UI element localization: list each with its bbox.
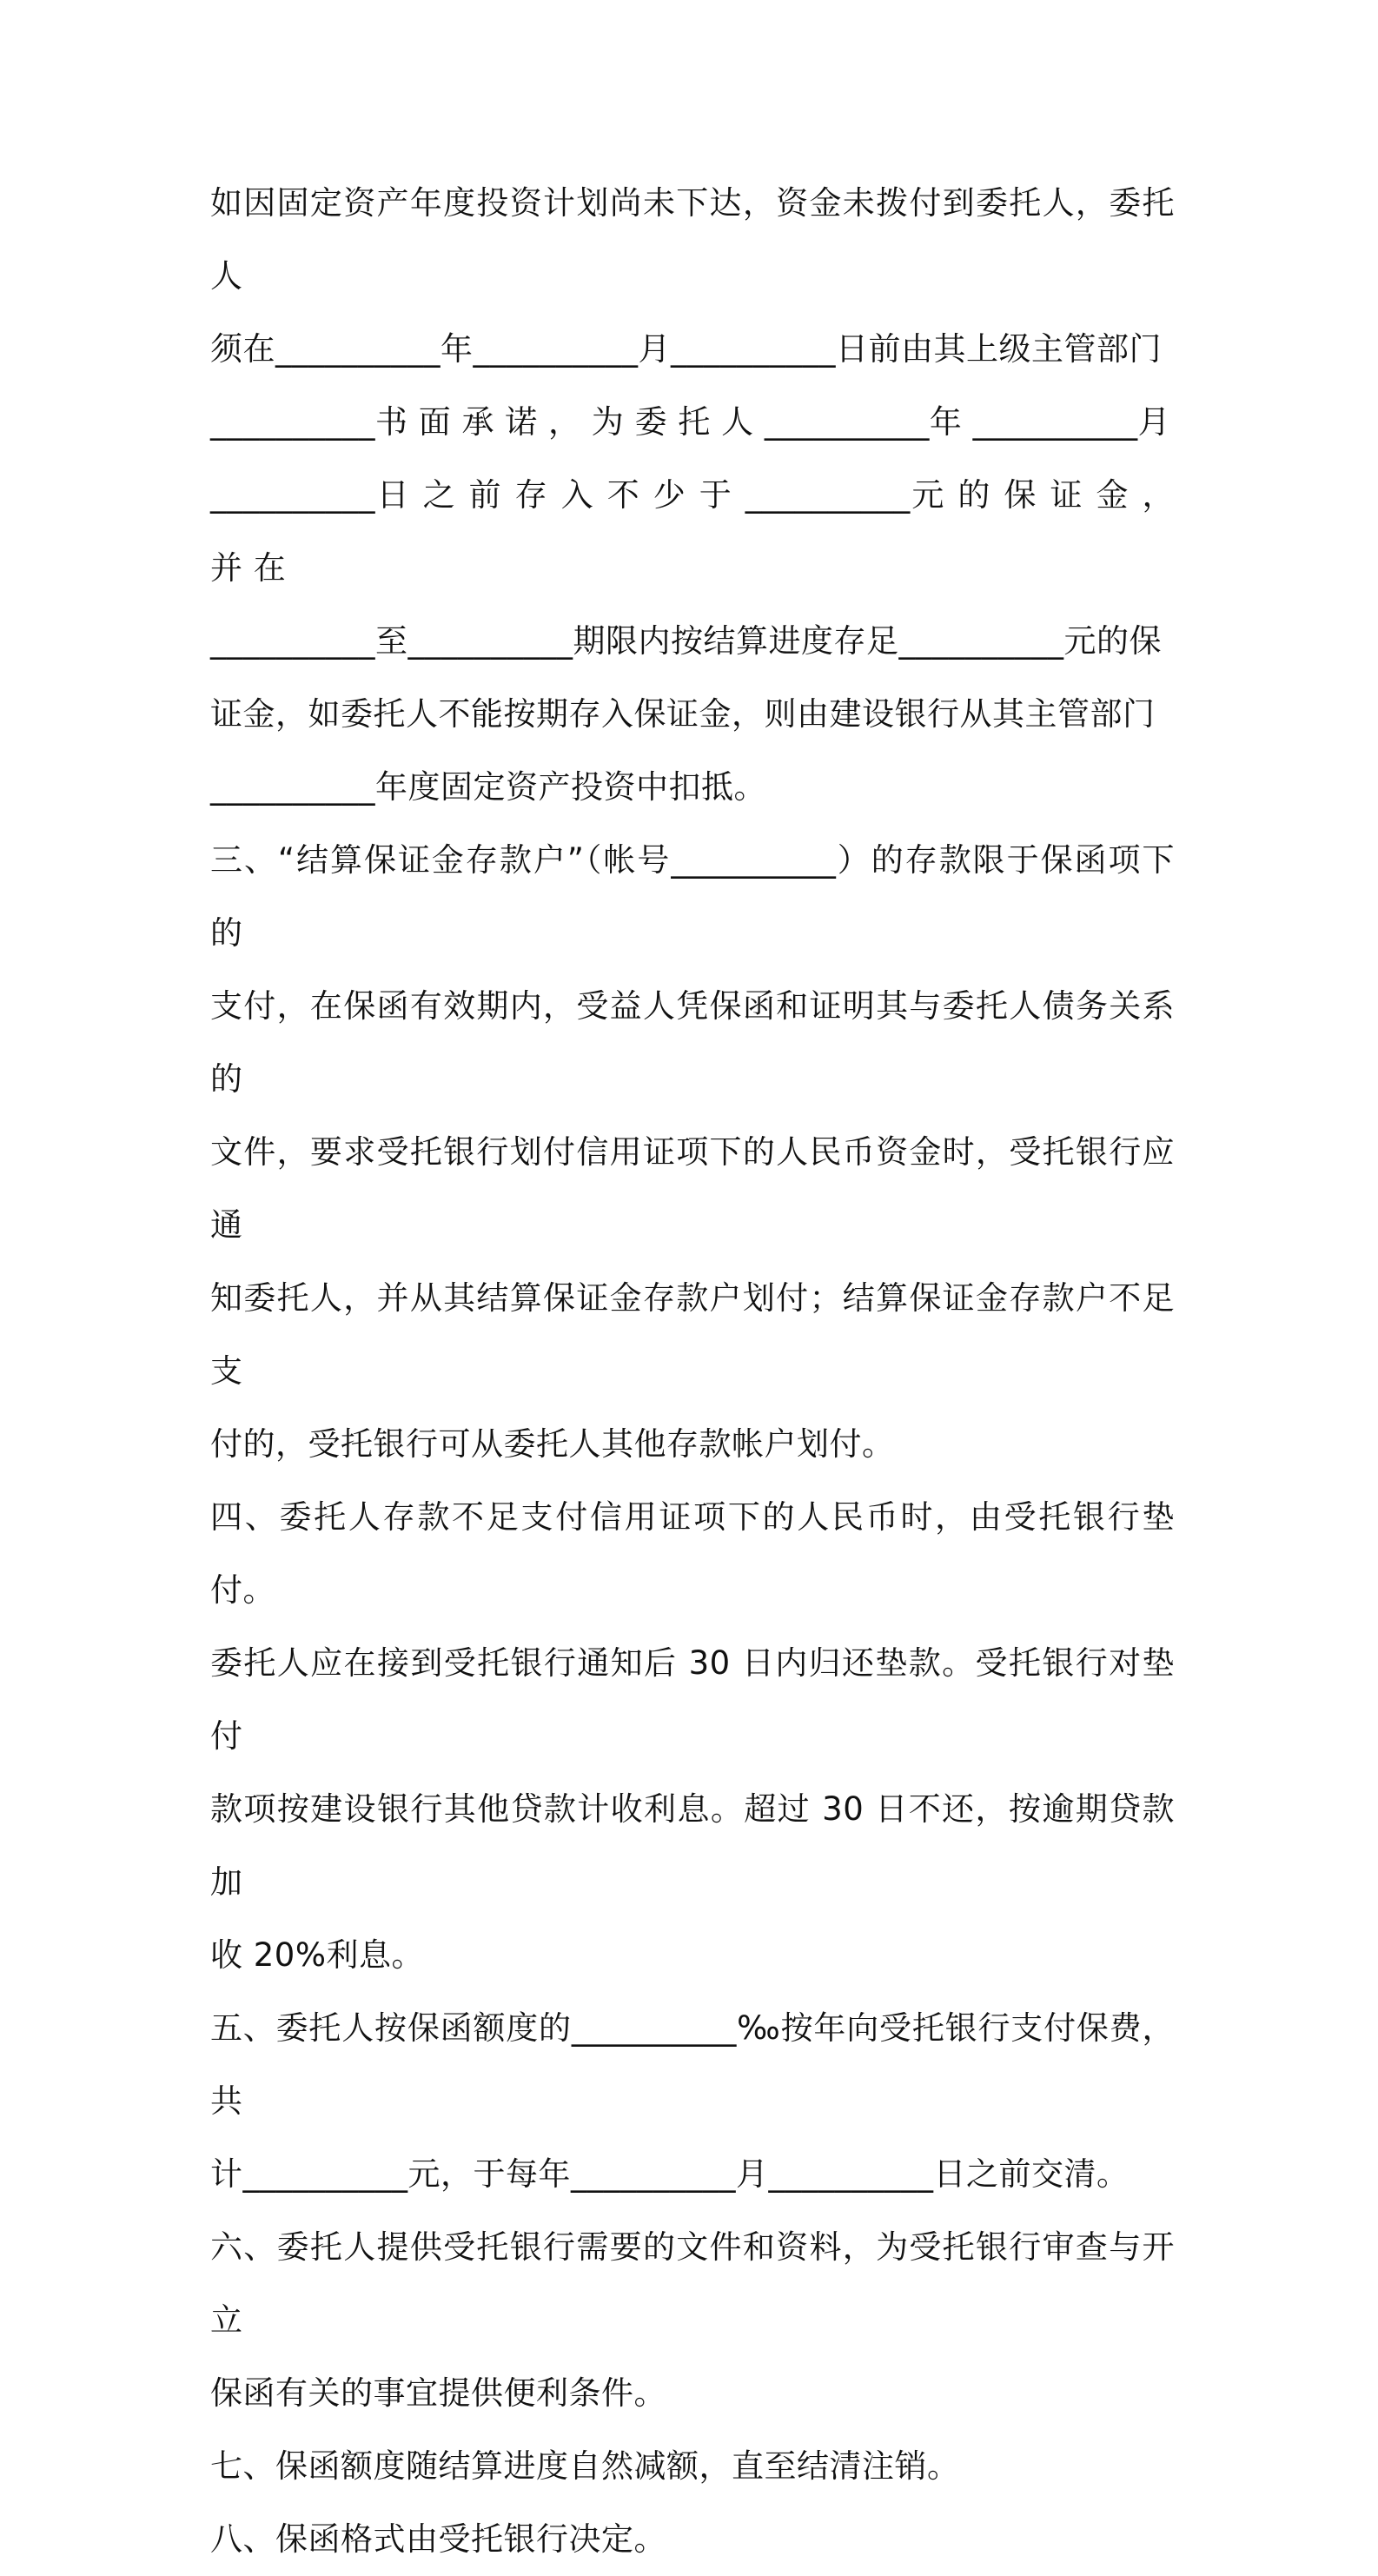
text-line: 委托人应在接到受托银行通知后 30 日内归还垫款。受托银行对垫付 <box>210 1644 1175 1755</box>
text-line: 如因固定资产年度投资计划尚未下达，资金未拨付到委托人，委托人 <box>210 184 1175 295</box>
paragraph-continuation <box>210 167 1175 824</box>
text-line: __________书 面 承 诺 ， 为 委 托 人 __________年 __________月 <box>210 403 1171 441</box>
clause-7 <box>210 2430 1175 2503</box>
text-line: 付的，受托银行可从委托人其他存款帐户划付。 <box>210 1425 895 1463</box>
text-line: 文件，要求受托银行划付信用证项下的人民币资金时，受托银行应通 <box>210 1133 1175 1244</box>
text-line: 保函有关的事宜提供便利条件。 <box>210 2374 666 2412</box>
clause-6 <box>210 2211 1175 2430</box>
text-line: 计__________元，于每年__________月__________日之前交清。 <box>210 2155 1130 2193</box>
clause-5 <box>210 1992 1175 2211</box>
clause-8 <box>210 2503 1175 2576</box>
document-body <box>210 167 1175 2576</box>
clause-4 <box>210 1481 1175 1992</box>
text-line: __________至__________期限内按结算进度存足__________元的保 <box>210 622 1162 660</box>
text-line: 七、保函额度随结算进度自然减额，直至结清注销。 <box>210 2447 960 2485</box>
text-line: __________日 之 前 存 入 不 少 于 __________元 的 保 证 金 ， 并 在 <box>210 476 1175 587</box>
text-line: 六、委托人提供受托银行需要的文件和资料，为受托银行审查与开立 <box>210 2228 1175 2339</box>
text-line: 四、委托人存款不足支付信用证项下的人民币时，由受托银行垫付。 <box>210 1498 1175 1609</box>
text-line: 收 20%利息。 <box>210 1936 424 1974</box>
text-line: 知委托人，并从其结算保证金存款户划付；结算保证金存款户不足支 <box>210 1279 1175 1390</box>
text-line: 支付，在保函有效期内，受益人凭保函和证明其与委托人债务关系的 <box>210 987 1175 1098</box>
clause-3 <box>210 824 1175 1481</box>
text-line: 八、保函格式由受托银行决定。 <box>210 2520 666 2558</box>
text-line: 五、委托人按保函额度的__________‰按年向受托银行支付保费，共 <box>210 2009 1175 2120</box>
text-line: 三、“结算保证金存款户”（帐号__________）的存款限于保函项下的 <box>210 841 1175 952</box>
text-line: 款项按建设银行其他贷款计收利息。超过 30 日不还，按逾期贷款加 <box>210 1790 1175 1901</box>
text-line: __________年度固定资产投资中扣抵。 <box>210 768 766 806</box>
text-line: 证金，如委托人不能按期存入保证金，则由建设银行从其主管部门 <box>210 695 1156 733</box>
text-line: 须在__________年__________月__________日前由其上级主管部门 <box>210 330 1162 368</box>
